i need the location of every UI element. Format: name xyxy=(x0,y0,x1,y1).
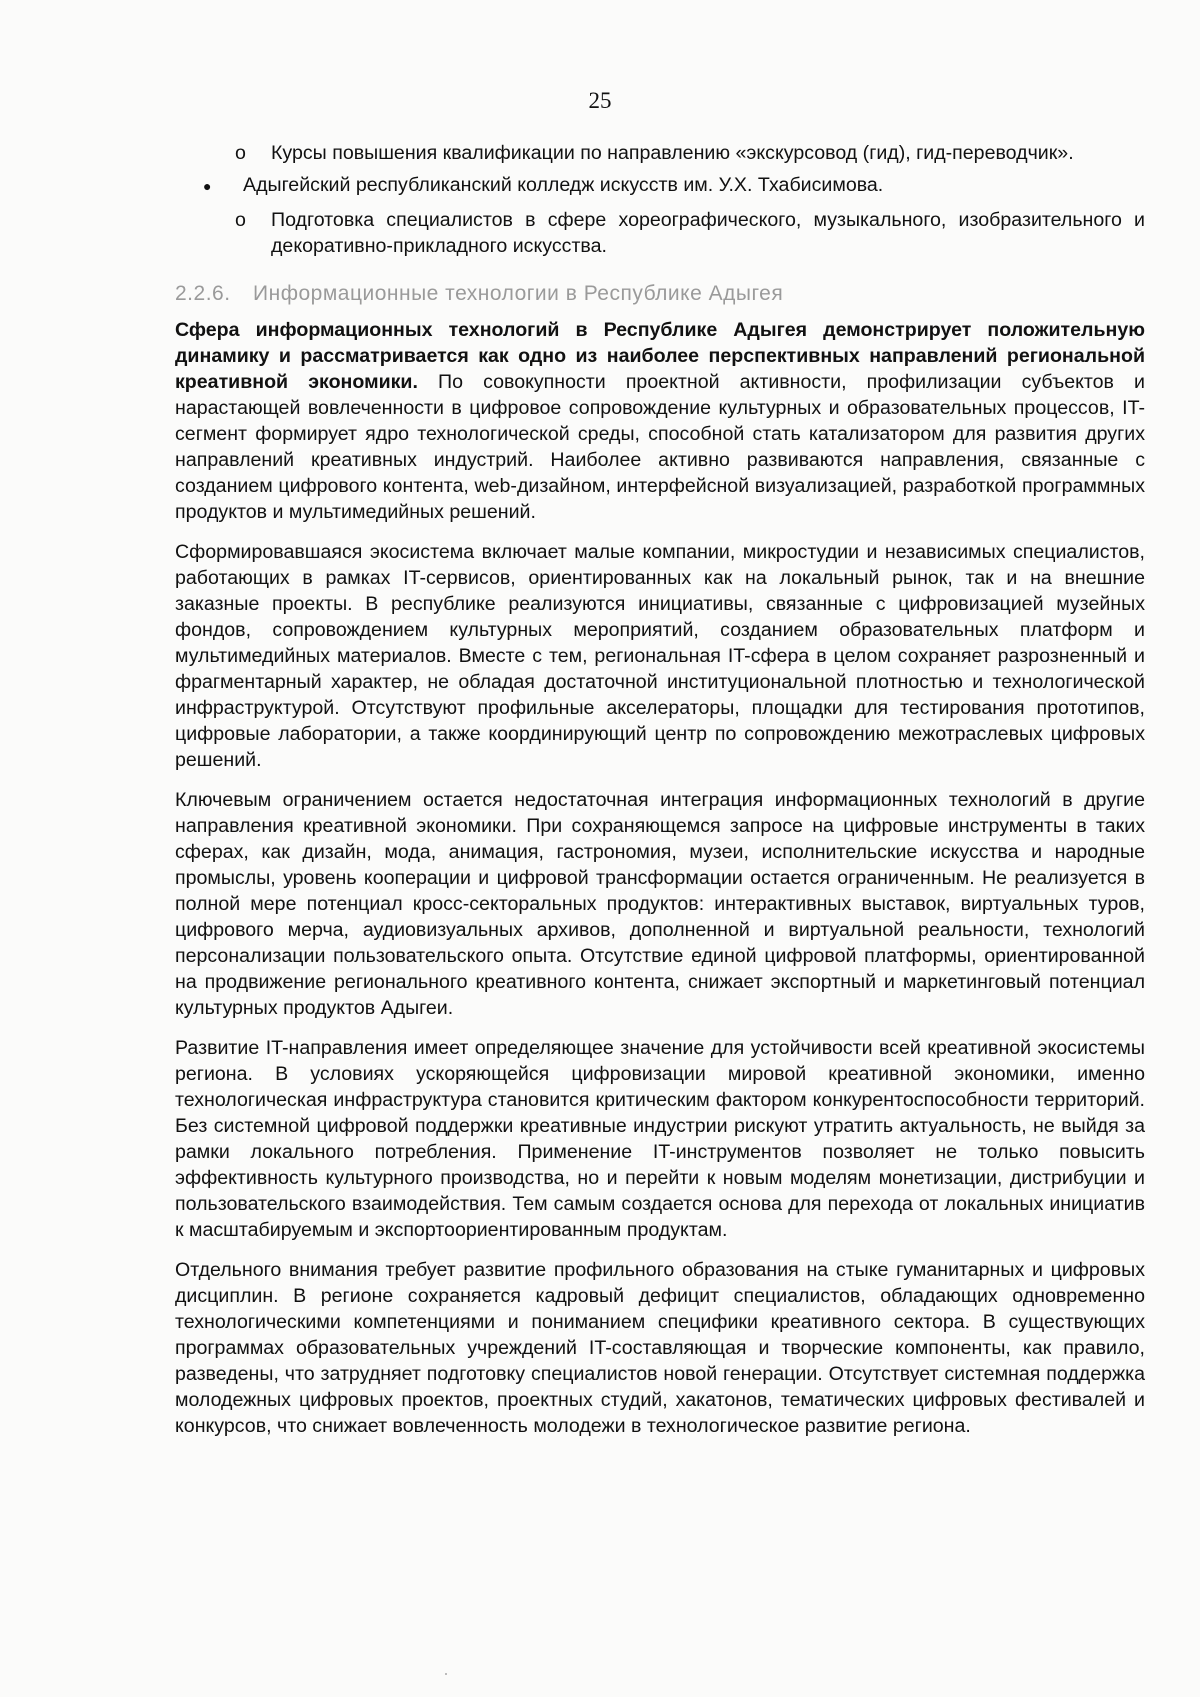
scan-speck xyxy=(445,1673,447,1675)
paragraph-5: Отдельного внимания требует развитие профильного образования на стыке гуманитарных и цифровых дисциплин. В регионе сохраняется кадровый дефицит специалистов, обладающих одновременно технологическими компетенциями и пониманием специфики креативного сектора. В существующих программах образовательных учреждений IT-составляющая и творческие компоненты, как правило, разведены, что затрудняет подготовку специалистов новой генерации. Отсутствует системная поддержка молодежных цифровых проектов, проектных студий, хакатонов, тематических цифровых фестивалей и конкурсов, что снижает вовлеченность молодежи в технологическое развитие региона. xyxy=(175,1259,1145,1437)
section-title: Информационные технологии в Республике Адыгея xyxy=(253,282,784,305)
paragraph-1 xyxy=(175,317,1145,525)
bullet-marker: ● xyxy=(203,178,212,194)
sub-bullet-marker: o xyxy=(235,142,246,164)
page-number: 25 xyxy=(588,88,612,113)
paragraph-lead-bold: Сфера информационных технологий в Республике Адыгея демонстрирует положительную динамику и рассматривается как одно из наиболее перспективных направлений региональной креативной экономики. xyxy=(175,319,1145,393)
section-number: 2.2.6. xyxy=(175,282,231,305)
sub-bullet-marker: o xyxy=(235,209,246,231)
paragraph-4: Развитие IT-направления имеет определяющее значение для устойчивости всей креативной экосистемы региона. В условиях ускоряющейся цифровизации мировой креативной экономики, именно технологическая инфраструктура становится критическим фактором конкурентоспособности территорий. Без системной цифровой поддержки креативные индустрии рискуют утратить актуальность, не выйдя за рамки локального потребления. Применение IT-инструментов позволяет не только повысить эффективность культурного производства, но и перейти к новым моделям монетизации, дистрибуции и пользовательского взаимодействия. Тем самым создается основа для перехода от локальных инициатив к масштабируемым и экспортоориентированным продуктам. xyxy=(175,1037,1145,1241)
list-item-college-training xyxy=(235,207,1145,259)
list-item-courses xyxy=(235,140,1145,166)
list-item-college xyxy=(203,172,1145,199)
paragraph-2: Сформировавшаяся экосистема включает малые компании, микростудии и независимых специалистов, работающих в рамках IT-сервисов, ориентированных как на локальный рынок, так и на внешние заказные проекты. В республике реализуются инициативы, связанные с цифровизацией музейных фондов, сопровождением культурных мероприятий, созданием образовательных платформ и мультимедийных материалов. Вместе с тем, региональная IT-сфера в целом сохраняет разрозненный и фрагментарный характер, не обладая достаточной институциональной плотностью и технологической инфраструктурой. Отсутствуют профильные акселераторы, площадки для тестирования прототипов, цифровые лаборатории, а также координирующий центр по сопровождению межотраслевых цифровых решений. xyxy=(175,541,1145,771)
paragraph-3: Ключевым ограничением остается недостаточная интеграция информационных технологий в другие направления креативной экономики. При сохраняющемся запросе на цифровые инструменты в таких сферах, как дизайн, мода, анимация, гастрономия, музеи, исполнительские искусства и народные промыслы, уровень кооперации и цифровой трансформации остается ограниченным. Не реализуется в полной мере потенциал кросс-секторальных продуктов: интерактивных выставок, виртуальных туров, цифрового мерча, аудиовизуальных архивов, дополненной и виртуальной реальности, технологий персонализации пользовательского опыта. Отсутствие единой цифровой платформы, ориентированной на продвижение регионального креативного контента, снижает экспортный и маркетинговый потенциал культурных продуктов Адыгеи. xyxy=(175,789,1145,1019)
list-item-text: Адыгейский республиканский колледж искусств им. У.Х. Тхабисимова. xyxy=(243,174,884,196)
page-content xyxy=(175,140,1145,1453)
list-item-text: Курсы повышения квалификации по направлению «экскурсовод (гид), гид-переводчик». xyxy=(271,142,1074,164)
paragraph-text: По совокупности проектной активности, профилизации субъектов и нарастающей вовлеченности в цифровое сопровождение культурных и образовательных процессов, IT-сегмент формирует ядро технологической среды, способной стать катализатором для развития других направлений креативных индустрий. Наиболее активно развиваются направления, связанные с созданием цифрового контента, web-дизайном, интерфейсной визуализацией, разработкой программных продуктов и мультимедийных решений. xyxy=(175,371,1146,523)
list-item-text: Подготовка специалистов в сфере хореографического, музыкального, изобразительного и декоративно-прикладного искусства. xyxy=(271,209,1145,257)
section-heading xyxy=(175,281,1145,307)
